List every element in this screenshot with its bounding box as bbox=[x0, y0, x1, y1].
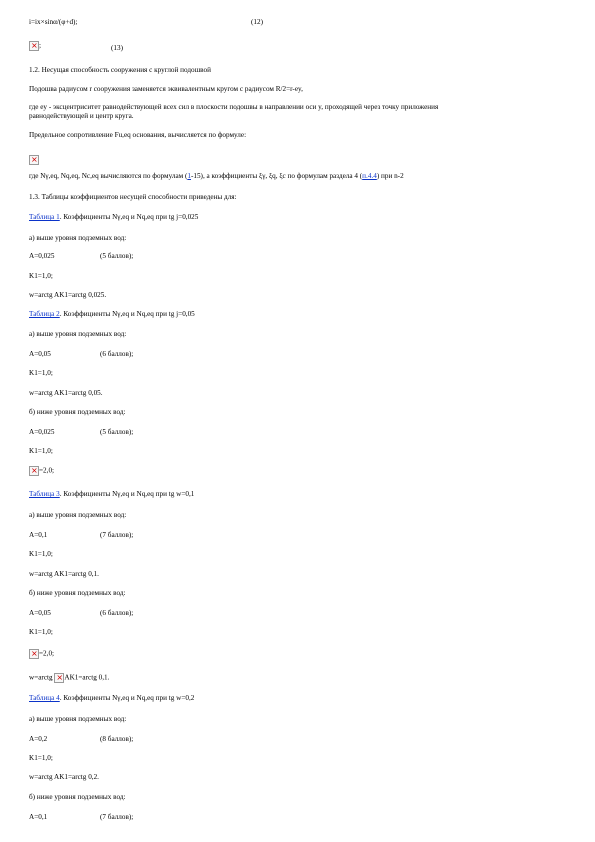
table-4-caption bbox=[29, 694, 194, 703]
line-above-groundwater: а) выше уровня подземных вод: bbox=[29, 330, 127, 338]
paragraph-where bbox=[29, 172, 404, 181]
points-value: (8 баллов); bbox=[100, 735, 134, 743]
line-k1: K1=1,0; bbox=[29, 272, 53, 280]
line-a-value bbox=[29, 735, 134, 744]
a-value: A=0,1 bbox=[29, 813, 48, 821]
line-w: w=arctg AK1=arctg 0,1. bbox=[29, 570, 99, 578]
k2-value: =2,0; bbox=[39, 649, 55, 658]
line-a-value bbox=[29, 531, 134, 540]
link-section-4-4[interactable]: п.4.4 bbox=[362, 172, 377, 180]
equation-13 bbox=[29, 41, 41, 51]
line-k2 bbox=[29, 466, 54, 476]
a-value: A=0,2 bbox=[29, 735, 48, 743]
a-value: A=0,025 bbox=[29, 252, 55, 260]
paragraph-limit-resistance: Предельное сопротивление Fu,eq основания, вычисляется по формуле: bbox=[29, 131, 247, 139]
table-3-caption bbox=[29, 490, 194, 499]
link-table-3[interactable]: Таблица 3 bbox=[29, 490, 60, 498]
line-w: w=arctg AK1=arctg 0,025. bbox=[29, 291, 107, 299]
points-value: (7 баллов); bbox=[100, 813, 134, 821]
section-heading-1-3: 1.3. Таблицы коэффициентов несущей способности приведены для: bbox=[29, 193, 237, 201]
section-heading-1-2: 1.2. Несущая способность сооружения с круглой подошвой bbox=[29, 66, 211, 74]
line-k1: K1=1,0; bbox=[29, 447, 53, 455]
line-a-value bbox=[29, 252, 134, 261]
points-value: (5 баллов); bbox=[100, 428, 134, 436]
line-a-value bbox=[29, 609, 134, 618]
paragraph-eccentricity-line2: равнодействующей и центр круга. bbox=[29, 112, 134, 120]
paragraph-round-base: Подошва радиусом r сооружения заменяется эквивалентным кругом с радиусом R/2=r-ey, bbox=[29, 85, 303, 93]
line-a-value bbox=[29, 813, 134, 822]
line-k1: K1=1,0; bbox=[29, 550, 53, 558]
link-table-2[interactable]: Таблица 2 bbox=[29, 310, 60, 318]
points-value: (6 баллов); bbox=[100, 350, 134, 358]
table-2-caption bbox=[29, 310, 195, 319]
line-above-groundwater: а) выше уровня подземных вод: bbox=[29, 234, 127, 242]
formula-image bbox=[29, 151, 39, 169]
table-1-caption bbox=[29, 213, 198, 222]
equation-13-suffix: ; bbox=[39, 41, 41, 50]
line-below-groundwater: б) ниже уровня подземных вод: bbox=[29, 589, 126, 597]
table-4-caption-text: . Коэффициенты Nγ,eq и Nq,eq при tg w=0,2 bbox=[59, 694, 195, 702]
paragraph-eccentricity-line1: где ey - эксцентриситет равнодействующей всех сил в плоскости подошвы в направлении оси y, проходящей через точку приложения bbox=[29, 103, 439, 111]
a-value: A=0,1 bbox=[29, 531, 48, 539]
w-suffix: AK1=arctg 0,1. bbox=[64, 673, 110, 682]
line-w-with-image bbox=[29, 673, 109, 683]
table-3-caption-text: . Коэффициенты Nγ,eq и Nq,eq при tg w=0,1 bbox=[59, 490, 195, 498]
broken-image-icon bbox=[29, 466, 39, 476]
line-w: w=arctg AK1=arctg 0,2. bbox=[29, 773, 99, 781]
points-value: (7 баллов); bbox=[100, 531, 134, 539]
broken-image-icon bbox=[29, 649, 39, 659]
where-text-b: -15), а коэффициенты ξγ, ξq, ξc по формулам раздела 4 ( bbox=[190, 172, 363, 180]
points-value: (6 баллов); bbox=[100, 609, 134, 617]
equation-12-formula: i=ix×sinα/(φ+d); bbox=[29, 18, 78, 26]
line-k1: K1=1,0; bbox=[29, 754, 53, 762]
k2-value: =2,0; bbox=[39, 466, 55, 475]
a-value: A=0,025 bbox=[29, 428, 55, 436]
w-prefix: w=arctg bbox=[29, 673, 55, 682]
broken-image-icon bbox=[29, 155, 39, 165]
a-value: A=0,05 bbox=[29, 609, 51, 617]
line-a-value bbox=[29, 428, 134, 437]
equation-13-number: (13) bbox=[111, 44, 123, 52]
broken-image-icon bbox=[54, 673, 64, 683]
equation-12-number: (12) bbox=[251, 18, 263, 26]
a-value: A=0,05 bbox=[29, 350, 51, 358]
table-1-caption-text: . Коэффициенты Nγ,eq и Nq,eq при tg j=0,025 bbox=[59, 213, 199, 221]
line-above-groundwater: а) выше уровня подземных вод: bbox=[29, 511, 127, 519]
where-text-a: где Nγ,eq, Nq,eq, Nc,eq вычисляются по формулам ( bbox=[29, 172, 188, 180]
line-w: w=arctg AK1=arctg 0,05. bbox=[29, 389, 103, 397]
broken-image-icon bbox=[29, 41, 39, 51]
link-formula-1[interactable]: 1 bbox=[187, 172, 191, 180]
line-k1: K1=1,0; bbox=[29, 628, 53, 636]
link-table-1[interactable]: Таблица 1 bbox=[29, 213, 60, 221]
where-text-c: ) при n-2 bbox=[376, 172, 404, 180]
table-2-caption-text: . Коэффициенты Nγ,eq и Nq,eq при tg j=0,05 bbox=[59, 310, 195, 318]
line-above-groundwater: а) выше уровня подземных вод: bbox=[29, 715, 127, 723]
line-k2 bbox=[29, 649, 54, 659]
line-below-groundwater: б) ниже уровня подземных вод: bbox=[29, 408, 126, 416]
link-table-4[interactable]: Таблица 4 bbox=[29, 694, 60, 702]
line-below-groundwater: б) ниже уровня подземных вод: bbox=[29, 793, 126, 801]
equation-12 bbox=[29, 18, 77, 27]
line-k1: K1=1,0; bbox=[29, 369, 53, 377]
points-value: (5 баллов); bbox=[100, 252, 134, 260]
line-a-value bbox=[29, 350, 134, 359]
